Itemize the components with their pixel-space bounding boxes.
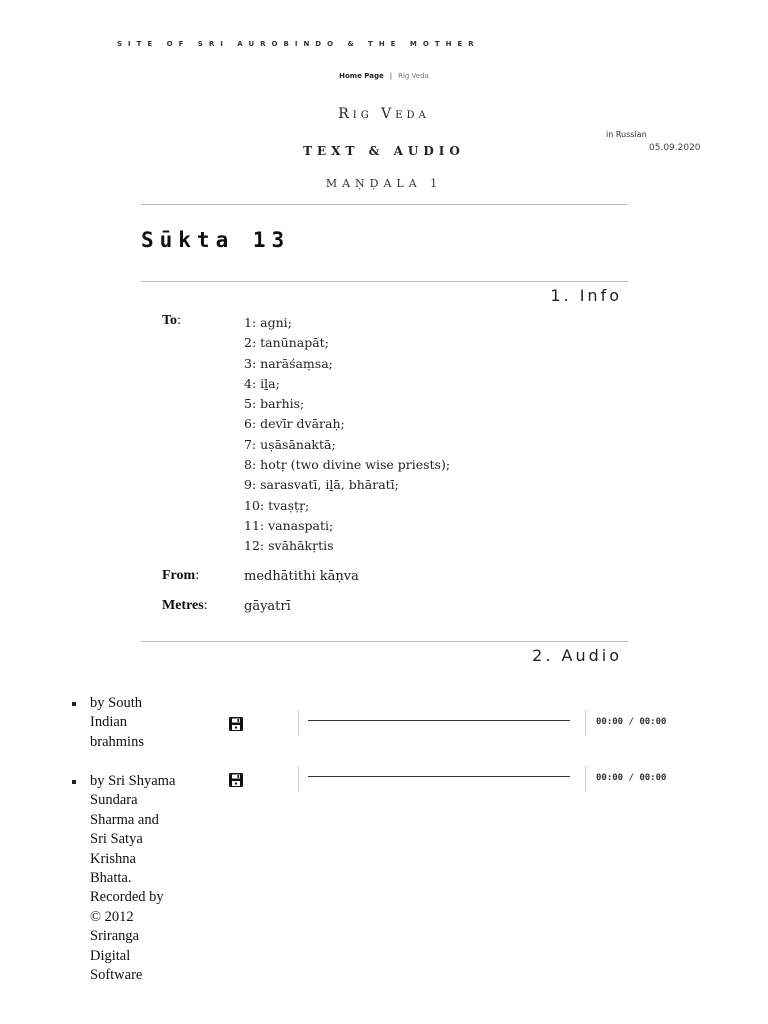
deity-item: 10: tvaṣṭṛ;: [244, 497, 310, 513]
breadcrumb-separator: |: [389, 72, 393, 80]
info-section-title: 1. Info: [550, 286, 622, 305]
deity-item: 7: uṣāsānaktā;: [244, 436, 336, 452]
seek-bar[interactable]: [308, 776, 570, 777]
divider: [141, 204, 628, 205]
mandala-heading: MAṆḌALA 1: [325, 177, 443, 190]
deity-item: 3: narāśaṃsa;: [244, 355, 333, 371]
audio-player[interactable]: [298, 766, 688, 796]
in-russian-link[interactable]: in Russian: [606, 130, 647, 139]
audio-section-title: 2. Audio: [532, 646, 622, 665]
rig-veda-heading: Rig Veda: [338, 106, 430, 122]
breadcrumb: [0, 72, 768, 80]
breadcrumb-home-link[interactable]: Home Page: [339, 72, 384, 80]
deity-item: 5: barhis;: [244, 396, 305, 412]
metres-label: Metres:: [162, 598, 208, 613]
audio-description: by South Indian brahmins: [90, 695, 144, 750]
divider: [141, 641, 628, 642]
text-audio-heading: TEXT & AUDIO: [303, 144, 465, 158]
seek-bar[interactable]: [308, 720, 570, 721]
player-divider: [585, 766, 586, 792]
player-divider: [298, 766, 299, 792]
time-display: 00:00 / 00:00: [596, 773, 667, 783]
deity-item: 6: devīr dvāraḥ;: [244, 416, 345, 432]
from-label: From:: [162, 568, 200, 583]
to-label: To:: [162, 313, 181, 328]
audio-player[interactable]: [298, 710, 688, 740]
bullet: [72, 780, 76, 784]
revision-date: 05.09.2020: [649, 143, 701, 153]
deity-list: [244, 313, 450, 557]
deity-item: 4: iḻa;: [244, 375, 280, 391]
audio-description: by Sri Shyama Sundara Sharma and Sri Satya Krishna Bhatta. Recorded by © 2012 Sriranga Digital Software: [90, 773, 176, 984]
floppy-disk-icon[interactable]: [228, 772, 244, 788]
deity-item: 1: agni;: [244, 315, 292, 330]
metres-value: gāyatrī: [244, 599, 291, 614]
sukta-title: Sūkta 13: [141, 228, 291, 252]
player-divider: [585, 710, 586, 736]
deity-item: 8: hotṛ (two divine wise priests);: [244, 457, 451, 473]
bullet: [72, 702, 76, 706]
divider: [141, 281, 628, 282]
floppy-disk-icon[interactable]: [228, 716, 244, 732]
deity-item: 9: sarasvatī, iḻā, bhāratī;: [244, 477, 399, 493]
breadcrumb-current[interactable]: Rig Veda: [398, 72, 429, 80]
time-display: 00:00 / 00:00: [596, 717, 667, 727]
site-title[interactable]: SITE OF SRI AUROBINDO & THE MOTHER: [117, 40, 480, 48]
deity-item: 12: svāhākṛtis: [244, 538, 334, 554]
player-divider: [298, 710, 299, 736]
deity-item: 11: vanaspati;: [244, 517, 334, 533]
from-value: medhātithi kāṇva: [244, 569, 359, 584]
deity-item: 2: tanūnapāt;: [244, 335, 329, 351]
